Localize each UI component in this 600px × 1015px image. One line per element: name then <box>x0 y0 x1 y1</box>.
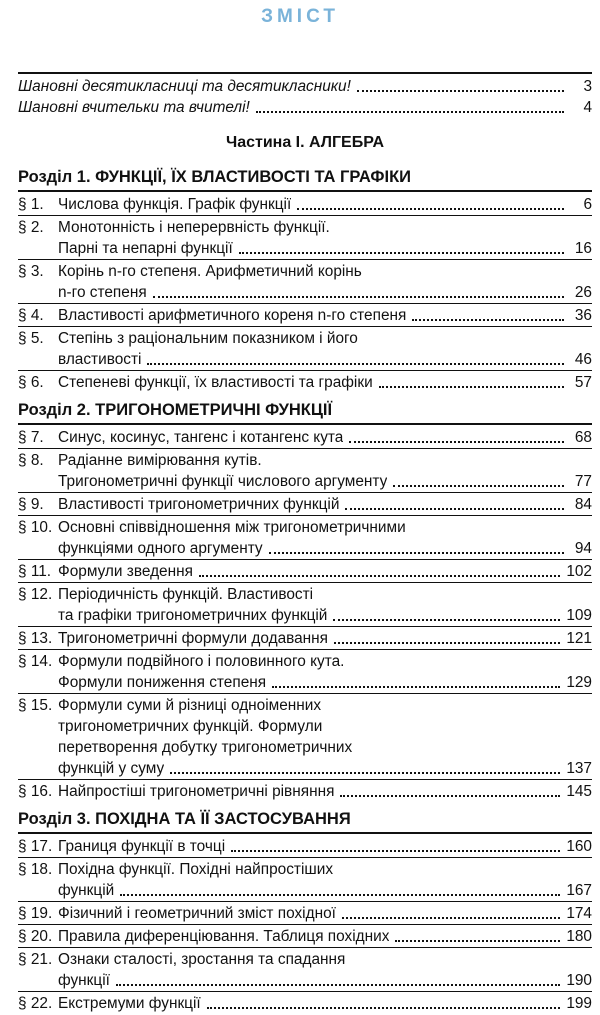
toc-entry-text: Формули подвійного і половинного кута. <box>58 653 345 670</box>
toc-entry-line <box>18 517 592 538</box>
toc-entry[interactable] <box>18 993 592 1014</box>
toc-entry-line <box>18 328 592 349</box>
leader-dots <box>349 441 564 443</box>
toc-entry-text: Періодичність функцій. Властивості <box>58 586 314 603</box>
toc-entry-continuation <box>18 349 592 370</box>
toc-entry-line <box>18 450 592 471</box>
toc-entry[interactable] <box>18 561 592 583</box>
toc-page-number: 121 <box>566 630 592 647</box>
toc-page-number: 94 <box>574 540 592 557</box>
toc-entry-continuation <box>18 282 592 303</box>
toc-entry[interactable] <box>18 628 592 650</box>
toc-entry-text: Шановні вчительки та вчителі! <box>18 99 250 116</box>
toc-entry[interactable] <box>18 695 592 780</box>
toc-page-number: 199 <box>566 995 592 1012</box>
toc-entry[interactable] <box>18 328 592 371</box>
toc-entry-text: Формули пониження степеня <box>58 674 267 691</box>
toc-entry[interactable] <box>18 217 592 260</box>
section-number: § 6. <box>18 374 44 391</box>
toc-entry-line <box>18 993 592 1014</box>
section-number: § 8. <box>18 452 44 469</box>
toc-entry-line <box>18 836 592 857</box>
toc-entry-text: Синус, косинус, тангенс і котангенс кута <box>58 429 344 446</box>
toc-entry-line <box>18 194 592 215</box>
toc-entry-text: Корінь n-го степеня. Арифметичний корінь <box>58 263 362 280</box>
toc-entry-text: Границя функції в точці <box>58 838 226 855</box>
leader-dots <box>297 208 564 210</box>
toc-entry-text: функцій <box>58 882 115 899</box>
toc-entry-line <box>18 695 592 716</box>
section-heading[interactable]: Розділ 3. ПОХІДНА ТА ЇЇ ЗАСТОСУВАННЯ <box>18 806 592 834</box>
toc-entry[interactable] <box>18 836 592 858</box>
toc-entry-line <box>18 628 592 649</box>
toc-entry-line <box>18 859 592 880</box>
toc-entry-intro-students[interactable] <box>18 76 592 97</box>
toc-entry[interactable] <box>18 305 592 327</box>
toc-entry-text: тригонометричних функцій. Формули <box>58 718 323 735</box>
toc-entry-text: Числова функція. Графік функції <box>58 196 292 213</box>
intro-block <box>18 72 592 118</box>
leader-dots <box>239 252 564 254</box>
toc-page-number: 174 <box>566 905 592 922</box>
toc-entry[interactable] <box>18 494 592 516</box>
leader-dots <box>393 485 564 487</box>
toc-entry-text: Фізичний і геометричний зміст похідної <box>58 905 336 922</box>
toc-entry-line <box>18 903 592 924</box>
section-number: § 17. <box>18 838 53 855</box>
toc-entry-text: Радіанне вимірювання кутів. <box>58 452 262 469</box>
toc-entry[interactable] <box>18 859 592 902</box>
toc-entry-text: Властивості арифметичного кореня n-го степеня <box>58 307 407 324</box>
toc-page-number: 84 <box>574 496 592 513</box>
section-number: § 12. <box>18 586 53 603</box>
section-number: § 20. <box>18 928 53 945</box>
toc-page-number: 77 <box>574 473 592 490</box>
part-heading: Частина I. АЛГЕБРА <box>225 134 385 151</box>
toc-entry-line <box>18 427 592 448</box>
toc-entry-text: n-го степеня <box>58 284 147 301</box>
section-number: § 9. <box>18 496 44 513</box>
toc-entry-text: Тригонометричні функції числового аргументу <box>58 473 388 490</box>
toc-entry-text: Екстремуми функції <box>58 995 201 1012</box>
leader-dots <box>231 850 560 852</box>
toc-entry-text: властивості <box>58 351 142 368</box>
section-heading[interactable]: Розділ 1. ФУНКЦІЇ, ЇХ ВЛАСТИВОСТІ ТА ГРАФІКИ <box>18 164 592 192</box>
toc-entry-continuation <box>18 605 592 626</box>
toc-entry[interactable] <box>18 926 592 948</box>
section-number: § 11. <box>18 563 52 580</box>
toc-entry-continuation <box>18 471 592 492</box>
toc-page-number: 180 <box>566 928 592 945</box>
section-number: § 21. <box>18 951 53 968</box>
leader-dots <box>272 686 560 688</box>
toc-entry-text: Степінь з раціональним показником і його <box>58 330 358 347</box>
toc-entry[interactable] <box>18 194 592 216</box>
toc-entry[interactable] <box>18 949 592 992</box>
toc-page-number: 36 <box>574 307 592 324</box>
toc-entry-continuation <box>18 238 592 259</box>
leader-dots <box>170 772 560 774</box>
toc-entry-intro-teachers[interactable] <box>18 97 592 118</box>
toc-entry-continuation <box>18 716 592 737</box>
toc-page-number: 145 <box>566 783 592 800</box>
section-number: § 5. <box>18 330 44 347</box>
toc-entry-text: Ознаки сталості, зростання та спадання <box>58 951 346 968</box>
toc-entry-line <box>18 494 592 515</box>
section-number: § 15. <box>18 697 53 714</box>
leader-dots <box>256 111 564 113</box>
leader-dots <box>345 508 564 510</box>
toc-entry-line <box>18 372 592 393</box>
toc-entry[interactable] <box>18 427 592 449</box>
toc-page-number: 167 <box>566 882 592 899</box>
toc-entry-text: перетворення добутку тригонометричних <box>58 739 353 756</box>
page-title: ЗМІСТ <box>261 6 339 27</box>
leader-dots <box>340 795 560 797</box>
toc-page-number: 129 <box>566 674 592 691</box>
section-number: § 16. <box>18 783 53 800</box>
toc-entry-line <box>18 926 592 947</box>
toc-page-number: 109 <box>566 607 592 624</box>
leader-dots <box>147 363 564 365</box>
toc-page-number: 57 <box>574 374 592 391</box>
toc-page-number: 4 <box>583 99 592 116</box>
toc-page-number: 6 <box>583 196 592 213</box>
toc-entry[interactable] <box>18 261 592 304</box>
section-number: § 13. <box>18 630 53 647</box>
section-number: § 19. <box>18 905 53 922</box>
leader-dots <box>379 386 564 388</box>
toc-entry[interactable] <box>18 781 592 802</box>
section-number: § 1. <box>18 196 44 213</box>
toc-entry-text: Правила диференціювання. Таблиця похідних <box>58 928 390 945</box>
leader-dots <box>342 917 560 919</box>
toc-entry-text: Монотонність і неперервність функції. <box>58 219 330 236</box>
leader-dots <box>412 319 564 321</box>
toc-page-number: 190 <box>566 972 592 989</box>
toc-entry[interactable] <box>18 651 592 694</box>
toc-entry-text: Степеневі функції, їх властивості та графіки <box>58 374 373 391</box>
leader-dots <box>207 1007 561 1009</box>
leader-dots <box>334 642 560 644</box>
toc-entry[interactable] <box>18 903 592 925</box>
toc-entry-line <box>18 305 592 326</box>
toc-entry-continuation <box>18 880 592 901</box>
leader-dots <box>120 894 560 896</box>
toc-entry-line <box>18 561 592 582</box>
toc-page-number: 160 <box>566 838 592 855</box>
toc-entry-continuation <box>18 538 592 559</box>
toc-entry-continuation <box>18 758 592 779</box>
toc-page-number: 68 <box>574 429 592 446</box>
toc-page-number: 46 <box>574 351 592 368</box>
section-number: § 2. <box>18 219 44 236</box>
leader-dots <box>395 940 560 942</box>
toc-entry-text: функції <box>58 972 110 989</box>
sections-container <box>18 164 592 1014</box>
toc-entry-line <box>18 217 592 238</box>
toc-entry-text: Тригонометричні формули додавання <box>58 630 329 647</box>
toc-entry-text: Формули суми й різниці одноіменних <box>58 697 322 714</box>
toc-entry-continuation <box>18 970 592 991</box>
toc-page-number: 3 <box>583 78 592 95</box>
toc-entry[interactable] <box>18 372 592 393</box>
toc-entry-line <box>18 584 592 605</box>
toc-entry[interactable] <box>18 450 592 493</box>
section-number: § 22. <box>18 995 53 1012</box>
toc-entry-continuation <box>18 737 592 758</box>
toc-entry-text: Основні співвідношення між тригонометричними <box>58 519 406 536</box>
toc-entry-text: Найпростіші тригонометричні рівняння <box>58 783 335 800</box>
leader-dots <box>199 575 560 577</box>
toc-page-number: 102 <box>566 563 592 580</box>
toc-entry-text: функціями одного аргументу <box>58 540 263 557</box>
toc-page-number: 16 <box>574 240 592 257</box>
toc-entry[interactable] <box>18 517 592 560</box>
toc-entry-continuation <box>18 672 592 693</box>
leader-dots <box>116 984 560 986</box>
section-number: § 14. <box>18 653 53 670</box>
toc-entry-line <box>18 781 592 802</box>
toc-entry-text: Властивості тригонометричних функцій <box>58 496 340 513</box>
toc-entry-text: Формули зведення <box>58 563 193 580</box>
toc-entry-line <box>18 261 592 282</box>
toc-entry[interactable] <box>18 584 592 627</box>
toc-page-number: 137 <box>566 760 592 777</box>
leader-dots <box>269 552 564 554</box>
toc-entry-text: Похідна функції. Похідні найпростіших <box>58 861 334 878</box>
leader-dots <box>153 296 564 298</box>
toc-entry-text: функцій у суму <box>58 760 165 777</box>
toc-entry-text: Шановні десятикласниці та десятикласники! <box>18 78 351 95</box>
section-number: § 10. <box>18 519 53 536</box>
section-heading[interactable]: Розділ 2. ТРИГОНОМЕТРИЧНІ ФУНКЦІЇ <box>18 397 592 425</box>
toc-entry-text: та графіки тригонометричних функцій <box>58 607 328 624</box>
toc-entry-line <box>18 651 592 672</box>
toc-entry-text: Парні та непарні функції <box>58 240 233 257</box>
leader-dots <box>357 90 564 92</box>
toc-page-number: 26 <box>574 284 592 301</box>
section-number: § 4. <box>18 307 44 324</box>
toc-entry-line <box>18 949 592 970</box>
section-number: § 18. <box>18 861 53 878</box>
table-of-contents <box>18 72 592 1015</box>
section-number: § 7. <box>18 429 44 446</box>
section-number: § 3. <box>18 263 44 280</box>
leader-dots <box>333 619 560 621</box>
